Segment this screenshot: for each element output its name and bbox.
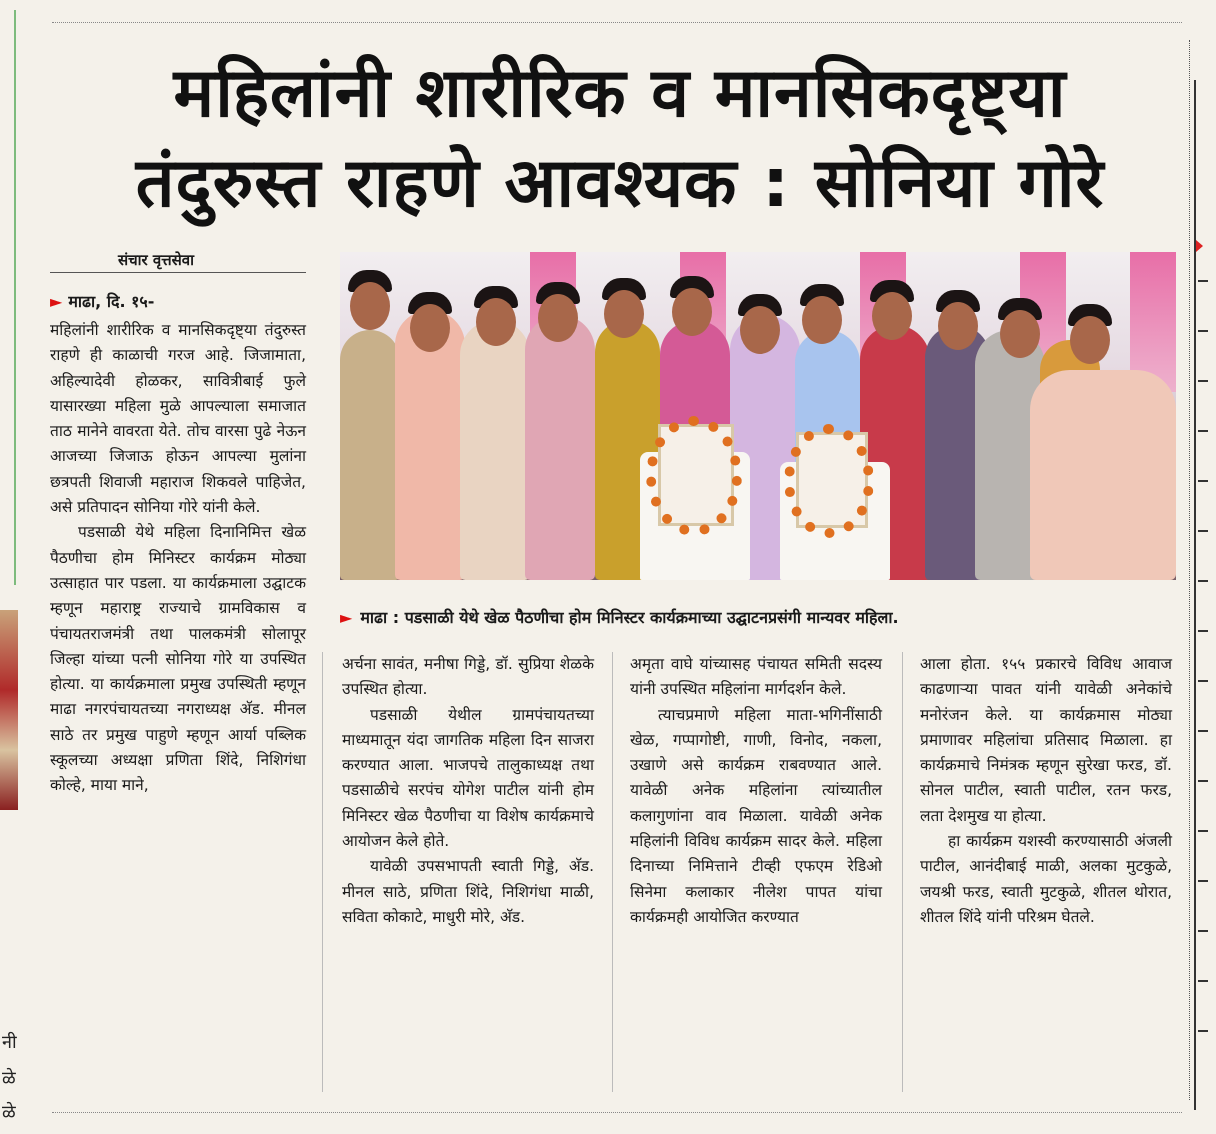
paragraph: महिलांनी शारीरिक व मानसिकदृष्ट्या तंदुरुस्त राहणे ही काळाची गरज आहे. जिजामाता, अहिल्यादेवी होळकर, सावित्रीबाई फुले यासारख्या महिला मुळे आपल्याला समाजात ताठ मानेने वावरता येते. तोच वारसा पुढे नेऊन आजच्या जिजाऊ होऊन आपल्या मुलांना छत्रपती शिवाजी महाराज शिकवले पाहिजेत, असे प्रतिपादन सोनिया गोरे यांनी केले. xyxy=(50,321,306,517)
green-column-rule xyxy=(14,10,16,585)
article-column-4 xyxy=(920,652,1172,930)
right-adjacent-article-strip xyxy=(1189,40,1216,1100)
caption-text: माढा : पडसाळी येथे खेळ पैठणीचा होम मिनिस्टर कार्यक्रमाच्या उद्घाटनप्रसंगी मान्यवर महिला. xyxy=(360,608,899,627)
paragraph: अमृता वाघे यांच्यासह पंचायत समिती सदस्य यांनी उपस्थित महिलांना मार्गदर्शन केले. xyxy=(630,655,882,699)
article-column-3 xyxy=(630,652,882,930)
byline: संचार वृत्तसेवा xyxy=(118,251,194,269)
left-text-fragment: ळे xyxy=(2,1068,16,1089)
article-column-1 xyxy=(50,318,306,799)
paragraph: पडसाळी येथे महिला दिनानिमित्त खेळ पैठणीचा होम मिनिस्टर कार्यक्रम मोठ्या उत्साहात पार पडला. या कार्यक्रमाला उद्घाटक म्हणून महाराष्ट्र राज्याचे ग्रामविकास व पंचायतराजमंत्री तथा पालकमंत्री सोलापूर जिल्हा यांच्या पत्नी सोनिया गोरे या उपस्थित होत्या. या कार्यक्रमाला प्रमुख उपस्थिती म्हणून माढा नगरपंचायतच्या नगराध्यक्ष अ‍ॅड. मीनल साठे तर प्रमुख पाहुणे म्हणून आर्या पब्लिक स्कूलच्या अध्यक्षा प्रणिता शिंदे, निशिगंधा कोल्हे, माया माने, xyxy=(50,523,306,795)
paragraph: पडसाळी येथील ग्रामपंचायतच्या माध्यमातून यंदा जागतिक महिला दिन साजरा करण्यात आला. भाजपचे तालुकाध्यक्ष तथा पडसाळीचे सरपंच योगेश पाटील यांनी होम मिनिस्टर खेळ पैठणीचा या विशेष कार्यक्रमाचे आयोजन केले होते. xyxy=(342,705,594,851)
headline-line-1: महिलांनी शारीरिक व मानसिकदृष्ट्या xyxy=(173,54,1067,133)
left-adjacent-article-strip xyxy=(0,0,22,1134)
dateline-arrow-icon: ► xyxy=(50,292,63,311)
paragraph: त्याचप्रमाणे महिला माता-भगिनींसाठी खेळ, गप्पागोष्टी, गाणी, विनोद, नकला, उखाणे असे कार्यक्रम राबवण्यात आले. यावेळी अनेक महिलांना त्यांच्यातील कलागुणांना वाव मिळाला. यावेळी अनेक महिलांनी विविध कार्यक्रम सादर केले. महिला दिनाच्या निमित्ताने टीव्ही एफएम रेडिओ सिनेमा कलाकार नीलेश पापत यांचा कार्यक्रमही आयोजित करण्यात xyxy=(630,705,882,926)
adjacent-photo-fragment xyxy=(0,610,18,810)
caption-arrow-icon: ► xyxy=(340,608,353,627)
bottom-divider xyxy=(52,1112,1182,1113)
right-column-rule xyxy=(1194,80,1196,1110)
article-column-2 xyxy=(342,652,594,930)
paragraph: आला होता. १५५ प्रकारचे विविध आवाज काढणाऱ्या पावत यांनी यावेळी अनेकांचे मनोरंजन केले. या कार्यक्रमास मोठ्या प्रमाणावर महिलांचा प्रतिसाद मिळाला. हा कार्यक्रमाचे निमंत्रक म्हणून सुरेखा फरड, डॉ. सोनल पाटील, स्वाती पाटील, रतन फरड, लता देशमुख या होत्या. xyxy=(920,655,1172,825)
photo-caption xyxy=(340,606,1176,628)
dateline: ► माढा, दि. १५- xyxy=(50,292,155,311)
paragraph: अर्चना सावंत, मनीषा गिड्डे, डॉ. सुप्रिया शेळके उपस्थित होत्या. xyxy=(342,655,594,699)
byline-rule xyxy=(50,272,306,273)
red-arrow-marker xyxy=(1196,240,1203,252)
left-text-fragment: नी xyxy=(2,1032,17,1053)
top-divider xyxy=(52,22,1182,23)
paragraph: यावेळी उपसभापती स्वाती गिड्डे, अ‍ॅड. मीनल साठे, प्रणिता शिंदे, निशिगंधा माळी, सविता कोकाटे, माधुरी मोरे, अ‍ॅड. xyxy=(342,857,594,926)
event-photo xyxy=(340,252,1176,580)
headline-line-2: तंदुरुस्त राहणे आवश्यक : सोनिया गोरे xyxy=(135,144,1105,223)
left-text-fragment: ळे xyxy=(2,1102,16,1123)
paragraph: हा कार्यक्रम यशस्वी करण्यासाठी अंजली पाटील, आनंदीबाई माळी, अलका मुटकुळे, जयश्री फरड, स्वाती मुटकुळे, शीतल थोरात, शीतल शिंदे यांनी परिश्रम घेतले. xyxy=(920,832,1172,926)
